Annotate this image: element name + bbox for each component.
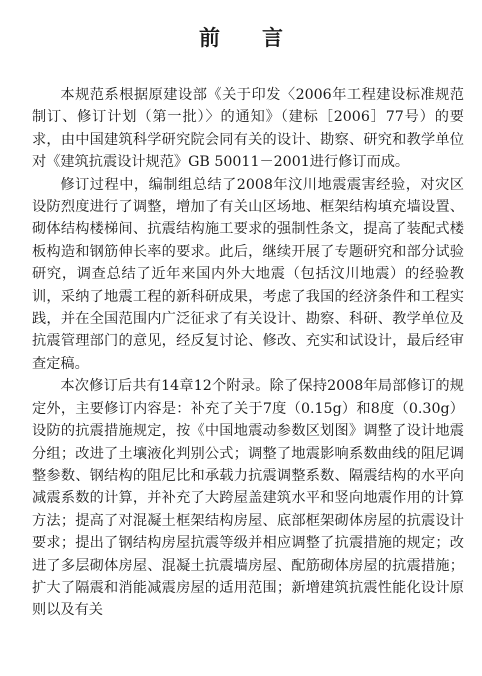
page-title: 前 言 [199,26,283,50]
paragraph-2: 修订过程中，编制组总结了2008年汶川地震震害经验，对灾区设防烈度进行了调整，增加了有关山区场地、框架结构填充墙设置、砌体结构楼梯间、抗震结构施工要求的强制性条文，提高了装配式楼板构造和钢筋伸长率的要求。此后，继续开展了专题研究和部分试验研究，调查总结了近年来国内外大地震（包括汶川地震）的经验教训，采纳了地震工程的新科研成果，考虑了我国的经济条件和工程实践，并在全国范围内广泛征求了有关设计、勘察、科研、教学单位及抗震管理部门的意见，经反复讨论、修改、充实和试设计，最后经审查定稿。 [32,176,464,372]
paragraph-1: 本规范系根据原建设部《关于印发〈2006年工程建设标准规范制订、修订计划（第一批）〉的通知》（建标［2006］77号）的要求，由中国建筑科学研究院会同有关的设计、勘察、研究和教学单位对《建筑抗震设计规范》GB 50011－2001进行修订而成。 [32,87,464,171]
document-body [32,84,464,622]
paragraph-3: 本次修订后共有14章12个附录。除了保持2008年局部修订的规定外，主要修订内容是：补充了关于7度（0.15g）和8度（0.30g）设防的抗震措施规定，按《中国地震动参数区划图》调整了设计地震分组；改进了土壤液化判别公式；调整了地震影响系数曲线的阻尼调整参数、钢结构的阻尼比和承载力抗震调整系数、隔震结构的水平向减震系数的计算，并补充了大跨屋盖建筑水平和竖向地震作用的计算方法；提高了对混凝土框架结构房屋、底部框架砌体房屋的抗震设计要求；提出了钢结构房屋抗震等级并相应调整了抗震措施的规定；改进了多层砌体房屋、混凝土抗震墙房屋、配筋砌体房屋的抗震措施；扩大了隔震和消能减震房屋的适用范围；新增建筑抗震性能化设计原则以及有关 [32,378,464,619]
